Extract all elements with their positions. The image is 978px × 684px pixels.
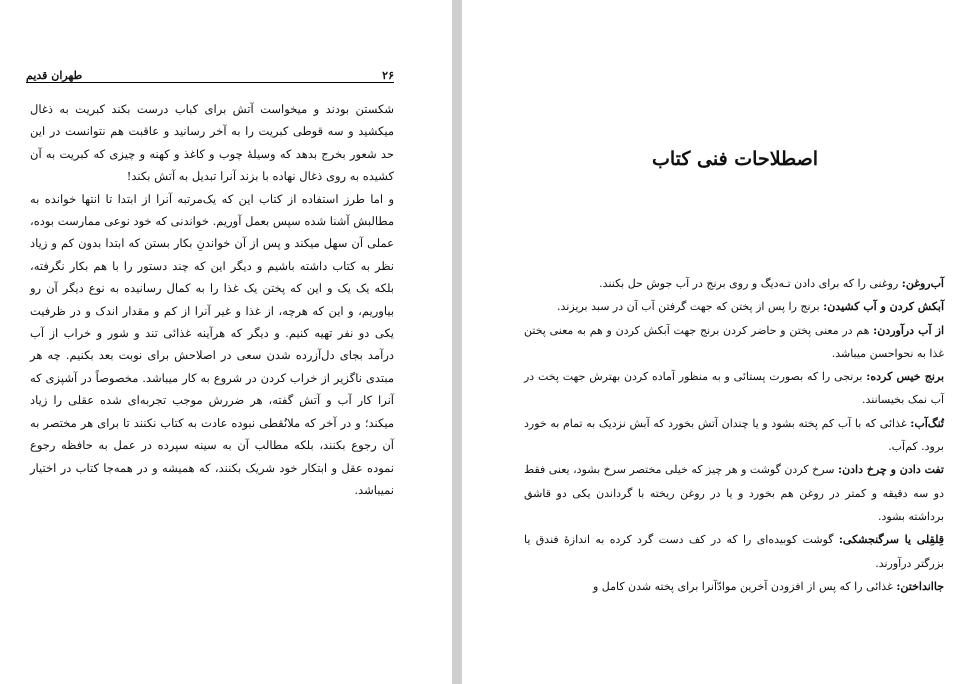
glossary-definition: غذائی را که پس از افزودن آخرین موادّ‌آنرا برای پخته شدن کامل و (592, 579, 897, 593)
glossary (524, 272, 944, 598)
page-number: ۲۶ (382, 69, 394, 82)
left-page (0, 0, 452, 684)
glossary-term: تفت دادن و چرخ دادن: (838, 463, 944, 477)
section-title: اصطلاحات فنی کتاب (651, 148, 819, 170)
glossary-term: آب‌روغن: (901, 277, 944, 290)
paragraph: شکستن بودند و میخواست آتش برای کباب درست بکند کبریت به ذغال میکشید و سه قوطی کبریت را به آخر رسانید و عاقبت هم نتوانست در این حد شعور بخرج بدهد که وسیلهٔ چوب و کاغذ و کهنه و چیزی که کبریت به آن کشیده به روی ذغال نهاده با بزند آنرا تبدیل به آتش بکند! (30, 102, 394, 184)
glossary-entry (524, 575, 944, 598)
glossary-entry (524, 365, 944, 412)
paragraph: و اما طرز استفاده از کتاب این که یک‌مرتبه آنرا از ابتدا تا انتها خوانده به مطالبش آشنا شده سپس بعمل آوریم. خواندنی که خود نوعی ممارست بوده، عملی آن سهل میکند و پس از آن خواندنِ بکار بستن که ابتدا بدون کم و زیاد نظر به کتاب داشته باشیم و دیگر این که چند دستور را با هم بکار نگرفته، بلکه یک یک و این که پختن یک غذا را به کمال رسانیده به نوع دیگر آن رو بیاوریم، و این که هرچه، از غذا و غیر آنرا از کم و مقدار اندک و در ظرفیت یکی دو نفر تهیه کنیم. و دیگر که هرآینه غذائی تند و شور و خراب از آب درآمد بجای دل‌آزرده شدن سعی در اصلاحش برای نوبت بعد بکنیم. چه هر مبتدی ناگزیر از خراب کردن در شروع به کار میباشد. مخصوصاً در آشپزی که آنرا کار آب و آتش گفته، هر ضررش موجب تجربه‌ای شده عقلی را زیاد میکند؛ و در آخر که ملانُقطی نبوده عادت به کتاب نکنند تا برای هر مختصر به آن رجوع بکنند، بلکه مطالب آن به سینه سپرده در عمل به حافظه رجوع نموده عقل و ابتکار خود شریک بکنند، که همیشه و در همه‌جا کتاب در اختیار نمیباشد. (30, 191, 394, 497)
glossary-entry (524, 295, 944, 318)
glossary-term: از آب درآوردن: (873, 323, 944, 337)
glossary-entry (524, 458, 944, 528)
glossary-entry (524, 412, 944, 459)
glossary-entry (524, 319, 944, 366)
body-text (30, 98, 394, 501)
glossary-entry (524, 272, 944, 295)
glossary-entry (524, 528, 944, 575)
book-gutter (452, 0, 462, 684)
glossary-definition: غذائی که با آب کم پخته بشود و یا چندان آتش بخورد که آبش نزدیک به تمام به خورد برود. کم‌آب. (524, 416, 944, 454)
glossary-term: برنج خیس کرده: (866, 370, 945, 384)
glossary-definition: گوشت کوبیده‌ای را که در کف دست گرد کرده به اندازهٔ فندق یا بزرگتر درآورند. (524, 533, 944, 570)
running-title: طهران قدیم (26, 69, 83, 82)
glossary-term: جاانداختن: (896, 579, 944, 593)
glossary-definition: روغنی را که برای دادن تـه‌دیگ و روی برنج در آب جوش حل بکنند. (599, 277, 902, 290)
glossary-definition: سرخ کردن گوشت و هر چیز که خیلی مختصر سرخ بشود، یعنی فقط دو سه دقیقه و کمتر در روغن هم بخورد و یا در روغن ریخته با گرداندن یکی دو قاشق برداشته بشود. (524, 463, 944, 523)
glossary-term: قِلقِلی یا سرگنجشکی: (838, 533, 944, 547)
running-header (26, 64, 394, 83)
glossary-definition: هم در معنی پختن و حاضر کردن برنج جهت آبکش کردن و هم به معنی پختن غذا به نحواحسن میباشد. (524, 323, 944, 360)
glossary-term: آبکش کردن و آب کشیدن: (823, 300, 944, 314)
glossary-definition: برنج را پس از پختن که جهت گرفتن آب آن در سبد بریزند. (557, 300, 824, 314)
glossary-definition: برنجی را که بصورت پستائی و به منظور آماده کردن بهترش جهت پخت در آب نمک بخیسانند. (524, 370, 944, 407)
glossary-term: تُنگ‌آب: (910, 416, 944, 430)
right-page (462, 0, 978, 684)
